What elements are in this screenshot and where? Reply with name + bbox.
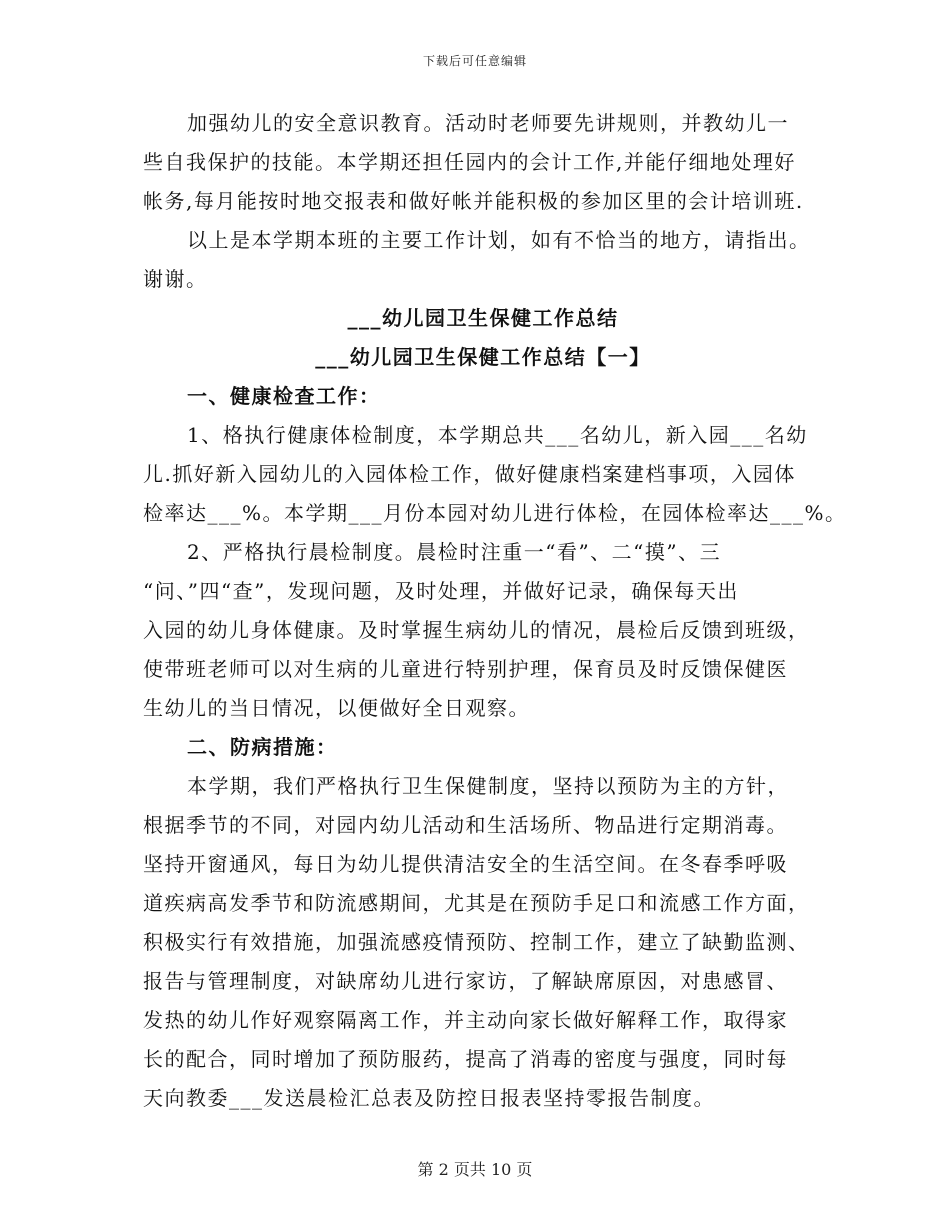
paragraph-line: 坚持开窗通风，每日为幼儿提供清洁安全的生活空间。在冬春季呼吸 [143,852,788,876]
paragraph-line: 长的配合，同时增加了预防服药，提高了消毒的密度与强度，同时每 [143,1047,788,1071]
section-heading: 一、健康检查工作： [187,384,381,408]
paragraph-line: 以上是本学期本班的主要工作计划，如有不恰当的地方，请指出。 [187,228,811,252]
paragraph-line: 1、格执行健康体检制度，本学期总共___名幼儿，新入园___名幼 [187,423,808,447]
paragraph-line: 些自我保护的技能。本学期还担任园内的会计工作,并能仔细地处理好 [143,150,796,174]
paragraph-line: 检率达___%。本学期___月份本园对幼儿进行体检，在园体检率达___%。 [143,501,847,525]
paragraph-line: 道疾病高发季节和防流感期间，尤其是在预防手足口和流感工作方面， [143,891,810,915]
paragraph-line: 生幼儿的当日情况，以便做好全日观察。 [143,696,530,720]
paragraph-line: 根据季节的不同，对园内幼儿活动和生活场所、物品进行定期消毒。 [143,813,788,837]
section-heading: 二、防病措施： [187,735,338,759]
paragraph-line: 2、严格执行晨检制度。晨检时注重一“看”、二“摸”、三 [187,540,722,564]
page-footer: 第 2 页共 10 页 [417,1160,533,1179]
paragraph-line: “问、”四“查”，发现问题，及时处理，并做好记录，确保每天出 [143,579,739,603]
paragraph-line: 报告与管理制度，对缺席幼儿进行家访，了解缺席原因，对患感冒、 [143,969,788,993]
paragraph-line: 积极实行有效措施，加强流感疫情预防、控制工作，建立了缺勤监测、 [143,930,810,954]
paragraph-line: 天向教委___发送晨检汇总表及防控日报表坚持零报告制度。 [143,1086,715,1110]
paragraph-line: 谢谢。 [143,267,208,291]
paragraph-line: 加强幼儿的安全意识教育。活动时老师要先讲规则，并教幼儿一 [187,111,789,135]
section-title: ___幼儿园卫生保健工作总结【一】 [315,345,651,369]
paragraph-line: 帐务,每月能按时地交报表和做好帐并能积极的参加区里的会计培训班. [143,189,804,213]
paragraph-line: 使带班老师可以对生病的儿童进行特别护理，保育员及时反馈保健医 [143,657,788,681]
section-title: ___幼儿园卫生保健工作总结 [347,306,619,330]
paragraph-line: 发热的幼儿作好观察隔离工作，并主动向家长做好解释工作，取得家 [143,1008,788,1032]
paragraph-line: 儿.抓好新入园幼儿的入园体检工作，做好健康档案建档事项，入园体 [143,462,796,486]
page-header: 下载后可任意编辑 [422,54,527,68]
document-body [143,104,847,1118]
paragraph-line: 本学期，我们严格执行卫生保健制度，坚持以预防为主的方针， [187,774,789,798]
paragraph-line: 入园的幼儿身体健康。及时掌握生病幼儿的情况，晨检后反馈到班级， [143,618,810,642]
